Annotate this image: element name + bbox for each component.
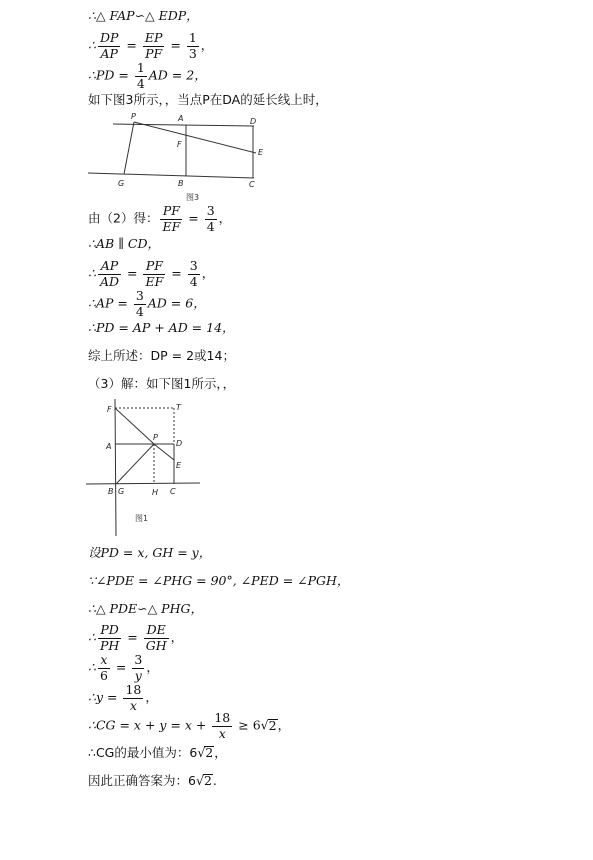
label-e: E [176, 461, 182, 470]
fraction [205, 205, 217, 233]
label-f: F [107, 405, 112, 414]
label-d: D [176, 439, 183, 448]
radicand: 2 [268, 717, 277, 733]
denominator: AP [100, 45, 118, 61]
denominator: AD [99, 273, 120, 289]
proof-line-15: ∴ $\frac{PD}{PH}$ = $\frac{DE}{GH}$ ， [88, 622, 184, 653]
proof-line-2: ∴ $\frac{DP}{AP}$ = $\frac{EP}{PF}$ = $\frac{1}{3}$ ， [88, 30, 214, 61]
text: AD = 6， [147, 295, 206, 311]
label-d: D [250, 117, 257, 126]
proof-line-9 [88, 322, 235, 335]
radicand: 2 [203, 773, 212, 788]
text: ， [170, 629, 184, 645]
proof-line-20: 因此正确答案为：6√2. [88, 773, 217, 788]
text: （3）解：如下图1所示，， [88, 376, 236, 391]
text: ∴ [88, 265, 96, 281]
numerator: x [98, 654, 110, 669]
text: 如下图3所示，，当点P在DA的延长线上时， [88, 92, 328, 107]
label-a: A [178, 114, 184, 123]
proof-line-1 [88, 10, 199, 23]
text: ∴PD = [88, 67, 129, 83]
label-t: T [176, 403, 181, 412]
numerator: 1 [188, 30, 197, 45]
label-g: G [118, 179, 125, 188]
segment-pe [154, 444, 174, 460]
fraction [212, 712, 232, 740]
numerator: DE [144, 624, 169, 639]
denominator: x [129, 697, 137, 713]
fraction [98, 260, 121, 288]
text: . [212, 773, 217, 788]
numerator: EP [144, 30, 163, 45]
line-fg-vertical [115, 399, 116, 536]
numerator: AP [98, 260, 121, 275]
label-p: P [131, 112, 136, 121]
numerator: PF [143, 260, 165, 275]
text: ∴ [88, 37, 96, 53]
proof-line-5: 由（2）得： $\frac{PF}{EF}$ = $\frac{3}{4}$ ， [88, 203, 232, 234]
numerator: 3 [135, 288, 144, 303]
figure-3-caption: 图3 [186, 193, 200, 202]
label-p: P [153, 433, 158, 442]
fraction [188, 260, 200, 288]
text: ， [200, 37, 214, 53]
denominator: 3 [188, 45, 197, 61]
text: ≥ 6 [238, 717, 261, 733]
line-gc [88, 173, 254, 178]
numerator: 1 [136, 60, 145, 75]
segment-pe [134, 122, 256, 153]
text: ， [201, 265, 215, 281]
denominator: y [134, 667, 142, 683]
text: ， [218, 210, 232, 226]
text: ∴△ FAP∽△ EDP， [88, 8, 199, 23]
text: 设PD = x, GH = y， [88, 545, 212, 560]
proof-line-14 [88, 603, 203, 616]
text: ∴CG = x + y = x + [88, 717, 207, 733]
proof-line-6 [88, 238, 160, 251]
text: AD = 2， [148, 67, 207, 83]
numerator: 18 [125, 682, 142, 697]
numerator: DP [99, 30, 119, 45]
numerator: PD [98, 624, 121, 639]
text: ∴AP = [88, 295, 128, 311]
figure-1-diagram [86, 396, 206, 538]
denominator: GH [145, 637, 167, 653]
proof-line-12 [88, 547, 211, 560]
text: ∴CG的最小值为：6 [88, 745, 198, 760]
text: ∴ [88, 659, 96, 675]
label-b: B [178, 179, 184, 188]
figure-1-caption: 图1 [135, 514, 149, 523]
denominator: 4 [189, 273, 198, 289]
text: ∴y = [88, 689, 118, 705]
proof-line-13 [88, 575, 349, 588]
numerator: PF [160, 205, 182, 220]
text: ， [146, 659, 159, 675]
label-a: A [106, 442, 112, 451]
fraction [160, 205, 182, 233]
numerator: 3 [189, 258, 198, 273]
proof-line-11 [88, 378, 235, 391]
text: ， [145, 689, 158, 705]
radicand: 2 [205, 745, 214, 760]
label-c: C [170, 487, 176, 496]
numerator: 18 [214, 710, 231, 725]
fraction [187, 32, 199, 60]
proof-line-18: ∴CG = x + y = x + $\frac{18}{x}$ ≥ 6√2， [88, 710, 291, 741]
numerator: 3 [206, 203, 215, 218]
label-b: B [108, 487, 114, 496]
fraction [98, 654, 110, 682]
text: ∵∠PDE = ∠PHG = 90°, ∠PED = ∠PGH， [88, 573, 350, 588]
text: ， [214, 745, 227, 760]
proof-line-7: ∴ $\frac{AP}{AD}$ = $\frac{PF}{EF}$ = $\frac{3}{4}$ ， [88, 258, 215, 289]
proof-line-19: ∴CG的最小值为：6√2， [88, 745, 227, 760]
fraction [123, 684, 143, 712]
label-h: H [152, 488, 159, 497]
proof-line-10 [88, 350, 235, 363]
line-bc [86, 483, 200, 484]
figure-3-diagram [86, 110, 276, 205]
line-pd [113, 124, 254, 126]
label-e: E [258, 148, 264, 157]
denominator: x [218, 725, 226, 741]
label-g: G [118, 487, 125, 496]
segment-pg [116, 444, 154, 484]
proof-line-4 [88, 94, 328, 107]
denominator: 4 [136, 75, 145, 91]
segment-fp [115, 408, 154, 444]
text: ∴AB ∥ CD， [88, 236, 160, 251]
fraction [144, 624, 169, 652]
fraction [134, 290, 146, 318]
denominator: PF [145, 45, 163, 61]
label-c: C [249, 180, 255, 189]
denominator: EF [145, 273, 164, 289]
text: ∴△ PDE∽△ PHG， [88, 601, 203, 616]
proof-line-3 [88, 62, 207, 90]
text: ∴ [88, 629, 96, 645]
numerator: 3 [134, 652, 143, 667]
proof-line-17 [88, 684, 158, 712]
denominator: EF [162, 218, 181, 234]
fraction [135, 62, 147, 90]
denominator: 4 [206, 218, 215, 234]
text: 由（2）得： [88, 210, 159, 226]
fraction [98, 32, 120, 60]
denominator: PH [99, 637, 120, 653]
denominator: 6 [99, 667, 108, 683]
fraction [143, 260, 165, 288]
fraction [98, 624, 121, 652]
text: 综上所述：DP = 2或14； [88, 348, 235, 363]
text: 因此正确答案为：6 [88, 773, 196, 788]
label-f: F [177, 140, 182, 149]
fraction [143, 32, 165, 60]
proof-line-16: ∴ $\frac{x}{6}$ = $\frac{3}{y}$ ， [88, 652, 159, 683]
text: ∴PD = AP + AD = 14， [88, 320, 235, 335]
fraction [132, 654, 144, 682]
proof-line-8 [88, 290, 206, 318]
denominator: 4 [135, 303, 144, 319]
segment-pg [124, 122, 134, 174]
text: ， [277, 717, 291, 733]
